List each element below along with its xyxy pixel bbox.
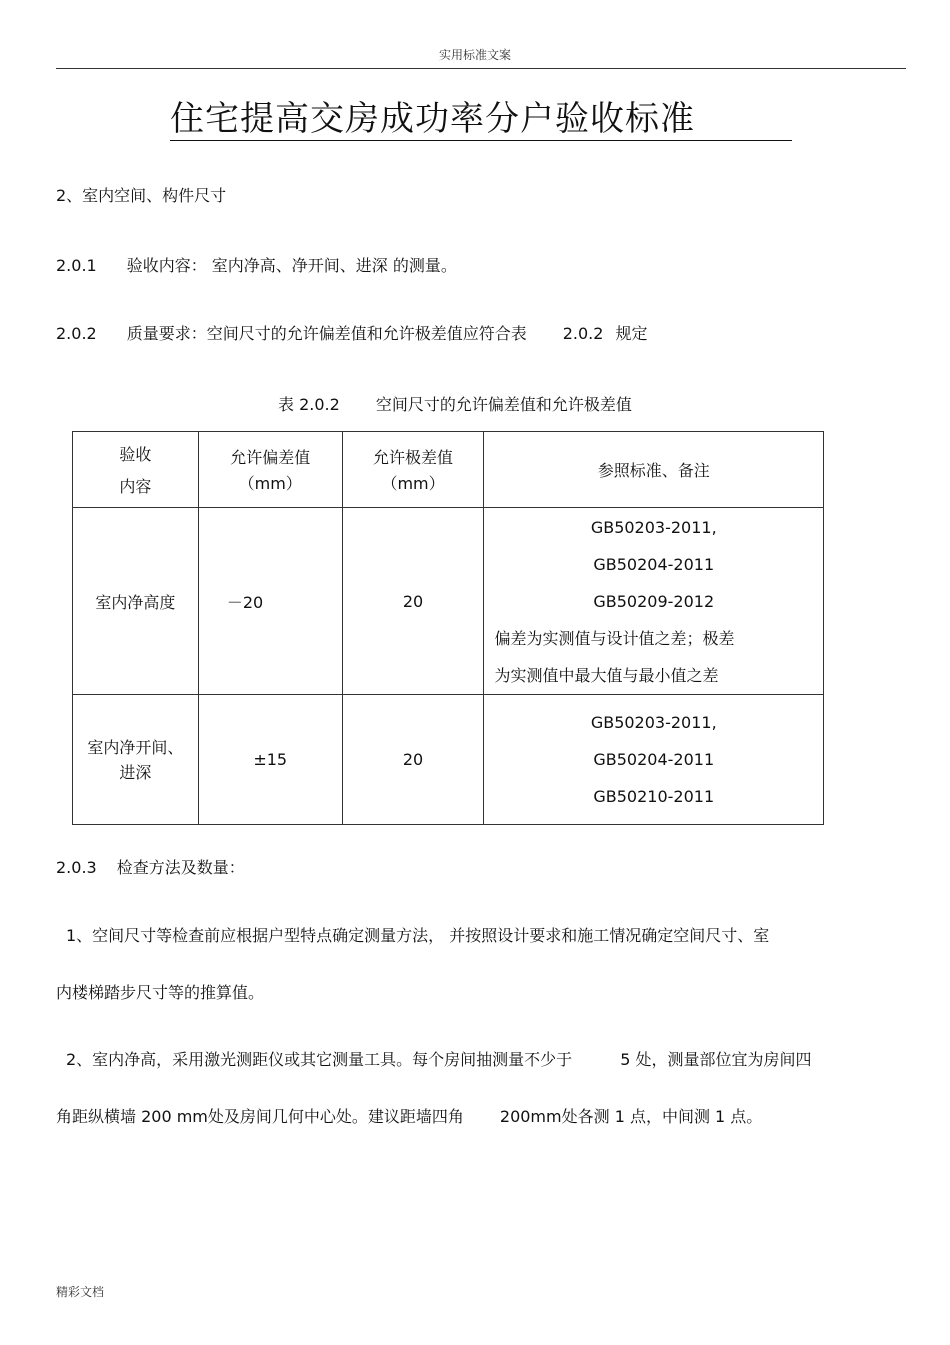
item-number: 2.0.1 bbox=[56, 256, 97, 275]
paragraph-2-text-c: 角距纵横墙 200 mm处及房间几何中心处。建议距墙四角 bbox=[56, 1107, 464, 1126]
item-text: 质量要求：空间尺寸的允许偏差值和允许极差值应符合表 bbox=[126, 324, 527, 343]
row2-deviation: ±15 bbox=[198, 695, 342, 825]
row1-ref-2: GB50204-2011 bbox=[593, 554, 715, 574]
item-2-0-3 bbox=[56, 858, 245, 878]
paragraph-2-text-b: 5 处，测量部位宜为房间四 bbox=[620, 1050, 812, 1069]
row2-ref-3: GB50210-2011 bbox=[593, 787, 715, 806]
row2-ref-1: GB50203-2011, bbox=[590, 713, 717, 732]
row2-item bbox=[73, 695, 199, 825]
header-item-line1: 验收 bbox=[119, 444, 152, 464]
header-cell-deviation bbox=[198, 432, 342, 508]
item-text: 检查方法及数量： bbox=[116, 858, 245, 877]
row1-deviation: －20 bbox=[198, 508, 342, 695]
header-cell-reference: 参照标准、备注 bbox=[484, 432, 824, 508]
row2-references bbox=[484, 695, 824, 825]
row2-item-line1: 室内净开间、 bbox=[87, 737, 184, 757]
item-number: 2.0.2 bbox=[56, 324, 97, 343]
header-deviation-unit: （mm） bbox=[238, 473, 302, 493]
item-tail: 规定 bbox=[615, 324, 648, 343]
table-caption bbox=[278, 392, 632, 415]
row1-ref-1: GB50203-2011, bbox=[590, 517, 717, 537]
page-header: 实用标准文案 bbox=[438, 48, 511, 62]
document-title: 住宅提高交房成功率分户验收标准 bbox=[170, 98, 792, 141]
table-reference: 2.0.2 bbox=[562, 324, 604, 343]
header-divider bbox=[56, 68, 906, 69]
caption-number: 表 2.0.2 bbox=[278, 395, 340, 414]
method-paragraph-1-line-1: 1、空间尺寸等检查前应根据户型特点确定测量方法， 并按照设计要求和施工情况确定空间尺寸、室 bbox=[66, 926, 770, 945]
row2-range: 20 bbox=[342, 695, 484, 825]
header-range-line1: 允许极差值 bbox=[373, 447, 454, 467]
row1-note-1: 偏差为实测值与设计值之差；极差 bbox=[494, 628, 735, 648]
header-cell-range bbox=[342, 432, 484, 508]
method-paragraph-2-line-1 bbox=[66, 1050, 811, 1070]
item-2-0-1 bbox=[56, 256, 457, 276]
item-2-0-2 bbox=[56, 324, 647, 344]
row1-ref-3: GB50209-2012 bbox=[593, 591, 715, 611]
header-cell-item bbox=[73, 432, 199, 508]
paragraph-2-text-a: 2、室内净高，采用激光测距仪或其它测量工具。每个房间抽测量不少于 bbox=[66, 1050, 573, 1069]
table-row bbox=[73, 695, 824, 825]
table-row bbox=[73, 508, 824, 695]
item-number: 2.0.3 bbox=[56, 858, 97, 877]
header-range-unit: （mm） bbox=[381, 473, 445, 493]
page-footer: 精彩文档 bbox=[56, 1285, 105, 1299]
paragraph-2-text-d: 200mm处各测 1 点，中间测 1 点。 bbox=[499, 1107, 763, 1126]
row2-ref-2: GB50204-2011 bbox=[593, 750, 715, 769]
method-paragraph-2-line-2 bbox=[56, 1107, 762, 1127]
tolerance-table bbox=[72, 431, 824, 825]
header-item-line2: 内容 bbox=[119, 476, 152, 496]
section-heading: 2、室内空间、构件尺寸 bbox=[56, 186, 227, 205]
row2-item-line2: 进深 bbox=[119, 762, 152, 782]
row1-note-2: 为实测值中最大值与最小值之差 bbox=[494, 665, 719, 685]
row1-references bbox=[484, 508, 824, 695]
method-paragraph-1-line-2: 内楼梯踏步尺寸等的推算值。 bbox=[56, 983, 265, 1002]
caption-text: 空间尺寸的允许偏差值和允许极差值 bbox=[375, 395, 632, 414]
header-deviation-line1: 允许偏差值 bbox=[230, 447, 311, 467]
item-text: 验收内容： 室内净高、净开间、进深 的测量。 bbox=[126, 256, 457, 275]
row1-item: 室内净高度 bbox=[73, 508, 199, 695]
table-header-row bbox=[73, 432, 824, 508]
row1-range: 20 bbox=[342, 508, 484, 695]
